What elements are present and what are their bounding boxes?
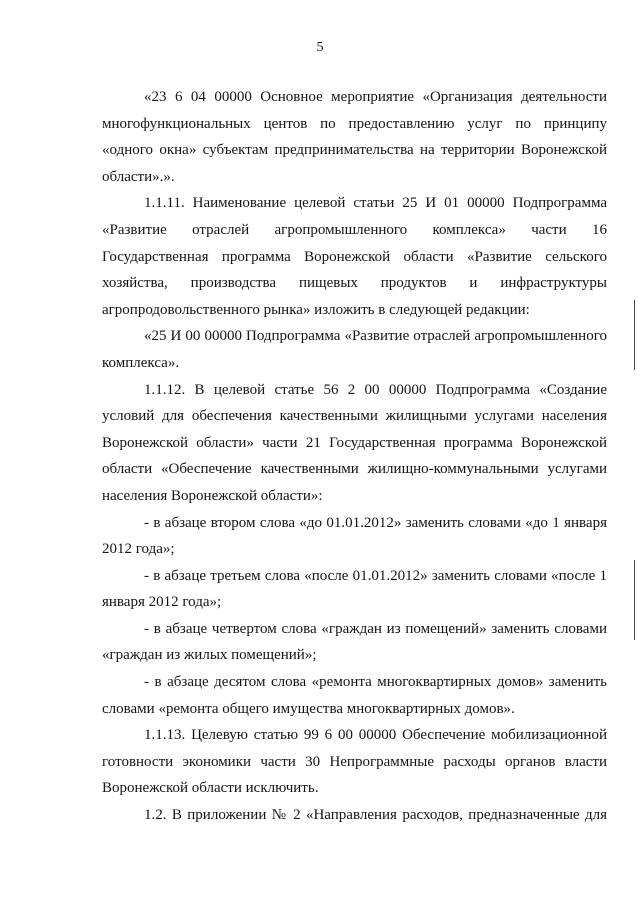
- paragraph-9: 1.1.13. Целевую статью 99 6 00 00000 Обеспечение мобилизационной готовности экономики части 30 Непрограммные расходы органов власти Воронежской области исключить.: [102, 727, 607, 797]
- paragraph-10: 1.2. В приложении № 2 «Направления расходов, предназначенные для: [144, 807, 607, 824]
- paragraph-4: 1.1.12. В целевой статье 56 2 00 00000 Подпрограмма «Создание условий для обеспечения качественными жилищными услугами населения Воронежской области» части 21 Государственная программа Воронежской области «Обеспечение качественными жилищно-коммунальными услугами населения Воронежской области»:: [102, 381, 607, 504]
- scan-edge-mark: [634, 560, 635, 640]
- paragraph-5: - в абзаце втором слова «до 01.01.2012» заменить словами «до 1 января 2012 года»;: [102, 514, 607, 558]
- document-body: [102, 84, 607, 829]
- page-number: 5: [316, 40, 324, 55]
- paragraph-3: «25 И 00 00000 Подпрограмма «Развитие отраслей агропромышленного комплекса».: [102, 328, 607, 371]
- scan-edge-mark: [634, 300, 635, 370]
- paragraph-7: - в абзаце четвертом слова «граждан из помещений» заменить словами «граждан из жилых помещений»;: [102, 620, 607, 664]
- paragraph-2: 1.1.11. Наименование целевой статьи 25 И 01 00000 Подпрограмма «Развитие отраслей агропромышленного комплекса» части 16 Государственная программа Воронежской области «Развитие сельского хозяйства, производства пищевых продуктов и инфраструктуры агропродовольственного рынка» изложить в следующей редакции:: [102, 195, 607, 318]
- paragraph-1: «23 6 04 00000 Основное мероприятие «Организация деятельности многофункциональных центов по предоставлению услуг по принципу «одного окна» субъектам предпринимательства на территории Воронежской области».».: [102, 89, 607, 185]
- paragraph-6: - в абзаце третьем слова «после 01.01.2012» заменить словами «после 1 января 2012 года»;: [102, 567, 607, 611]
- paragraph-8: - в абзаце десятом слова «ремонта многоквартирных домов» заменить словами «ремонта общего имущества многоквартирных домов».: [102, 674, 607, 717]
